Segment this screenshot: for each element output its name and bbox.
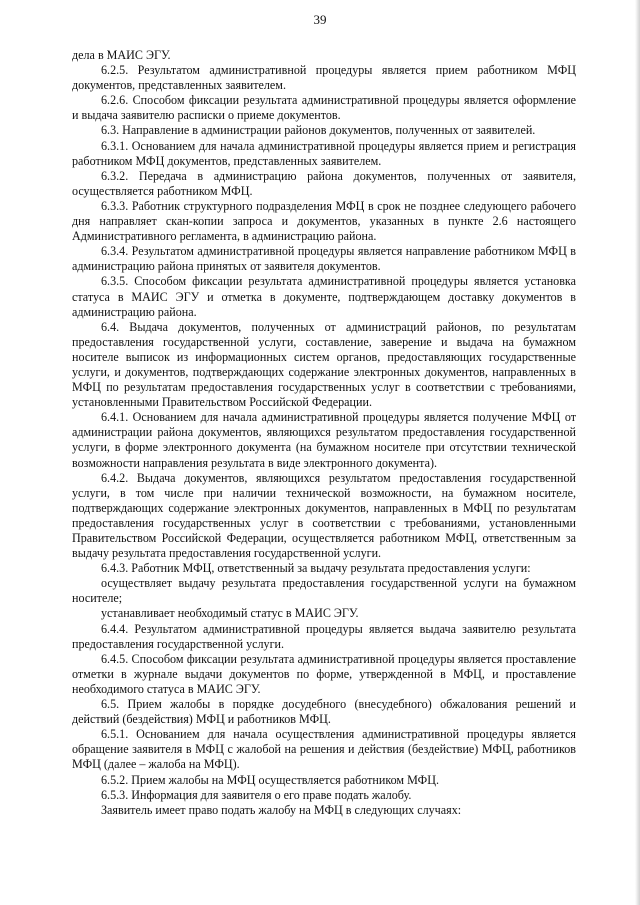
paragraph-6-3-2: 6.3.2. Передача в администрацию района документов, полученных от заявителя, осуществляется работником МФЦ.	[72, 168, 576, 198]
paragraph-6-5: 6.5. Прием жалобы в порядке досудебного (внесудебного) обжалования решений и действий (бездействия) МФЦ и работников МФЦ.	[72, 697, 576, 727]
paragraph-6-2-6: 6.2.6. Способом фиксации результата административной процедуры является оформление и выдача заявителю расписки о приеме документов.	[72, 93, 576, 123]
document-body	[72, 48, 576, 818]
paragraph-6-3-5: 6.3.5. Способом фиксации результата административной процедуры является установка статуса в МАИС ЭГУ и отметка в документе, подтверждающем доставку документов в администрацию района.	[72, 274, 576, 319]
paragraph-6-4-2: 6.4.2. Выдача документов, являющихся результатом предоставления государственной услуги, в том числе при наличии технической возможности, на бумажном носителе, подтверждающих содержание электронных документов, направленных в МФЦ по результатам предоставления государственных услуг в соответствии с требованиями, установленными Правительством Российской Федерации, осуществляется работником МФЦ, ответственным за выдачу результата предоставления государственной услуги.	[72, 470, 576, 561]
paragraph-6-4-3-item-1: осуществляет выдачу результата предоставления государственной услуги на бумажном носителе;	[72, 576, 576, 606]
paragraph-6-4-1: 6.4.1. Основанием для начала административной процедуры является получение МФЦ от администрации района документов, являющихся результатом предоставления государственной услуги, в форме электронного документа (на бумажном носителе при отсутствии технической возможности направления результата в виде электронного документа).	[72, 410, 576, 470]
paragraph-complaint-cases: Заявитель имеет право подать жалобу на МФЦ в следующих случаях:	[101, 802, 462, 817]
paragraph-6-4-3: 6.4.3. Работник МФЦ, ответственный за выдачу результата предоставления услуги:	[101, 561, 531, 576]
paragraph-6-3-3: 6.3.3. Работник структурного подразделения МФЦ в срок не позднее следующего рабочего дня направляет скан-копии запроса и документов, указанных в пункте 2.6 настоящего Административного регламента, в администрацию района.	[72, 198, 576, 244]
paragraph-6-5-3: 6.5.3. Информация для заявителя о его праве подать жалобу.	[101, 787, 412, 802]
paragraph-6-4-3-item-2: устанавливает необходимый статус в МАИС ЭГУ.	[101, 606, 359, 621]
paragraph-6-5-2: 6.5.2. Прием жалобы на МФЦ осуществляется работником МФЦ.	[101, 772, 439, 787]
paragraph-6-3: 6.3. Направление в администрации районов документов, полученных от заявителей.	[101, 123, 536, 138]
paragraph-6-2-5: 6.2.5. Результатом административной процедуры является прием работником МФЦ документов, представленных заявителем.	[72, 63, 576, 93]
paragraph-6-4-5: 6.4.5. Способом фиксации результата административной процедуры является проставление отметки в журнале выдачи документов по форме, утвержденной в МФЦ, и проставление необходимого статуса в МАИС ЭГУ.	[72, 651, 576, 696]
paragraph-continuation: дела в МАИС ЭГУ.	[72, 48, 171, 62]
paragraph-6-4: 6.4. Выдача документов, полученных от администраций районов, по результатам предоставления государственной услуги, составление, заверение и выдача на бумажном носителе выписок из информационных систем органов, предоставляющих государственные услуги, и документов, подтверждающих содержание электронных документов, направленных в МФЦ по результатам предоставления государственных услуг в соответствии с требованиями, установленными Правительством Российской Федерации.	[72, 319, 576, 410]
paragraph-6-4-4: 6.4.4. Результатом административной процедуры является выдача заявителю результата предоставления государственной услуги.	[72, 621, 576, 651]
paragraph-6-5-1: 6.5.1. Основанием для начала осуществления административной процедуры является обращение заявителя в МФЦ с жалобой на решения и действия (бездействие) МФЦ, работников МФЦ (далее – жалоба на МФЦ).	[72, 727, 576, 772]
scan-edge-shadow	[635, 0, 640, 905]
paragraph-6-3-1: 6.3.1. Основанием для начала административной процедуры является прием и регистрация работником МФЦ документов, представленных заявителем.	[72, 138, 576, 168]
page-number: 39	[313, 12, 327, 27]
paragraph-6-3-4: 6.3.4. Результатом административной процедуры является направление работником МФЦ в администрацию района принятых от заявителя документов.	[72, 244, 576, 274]
